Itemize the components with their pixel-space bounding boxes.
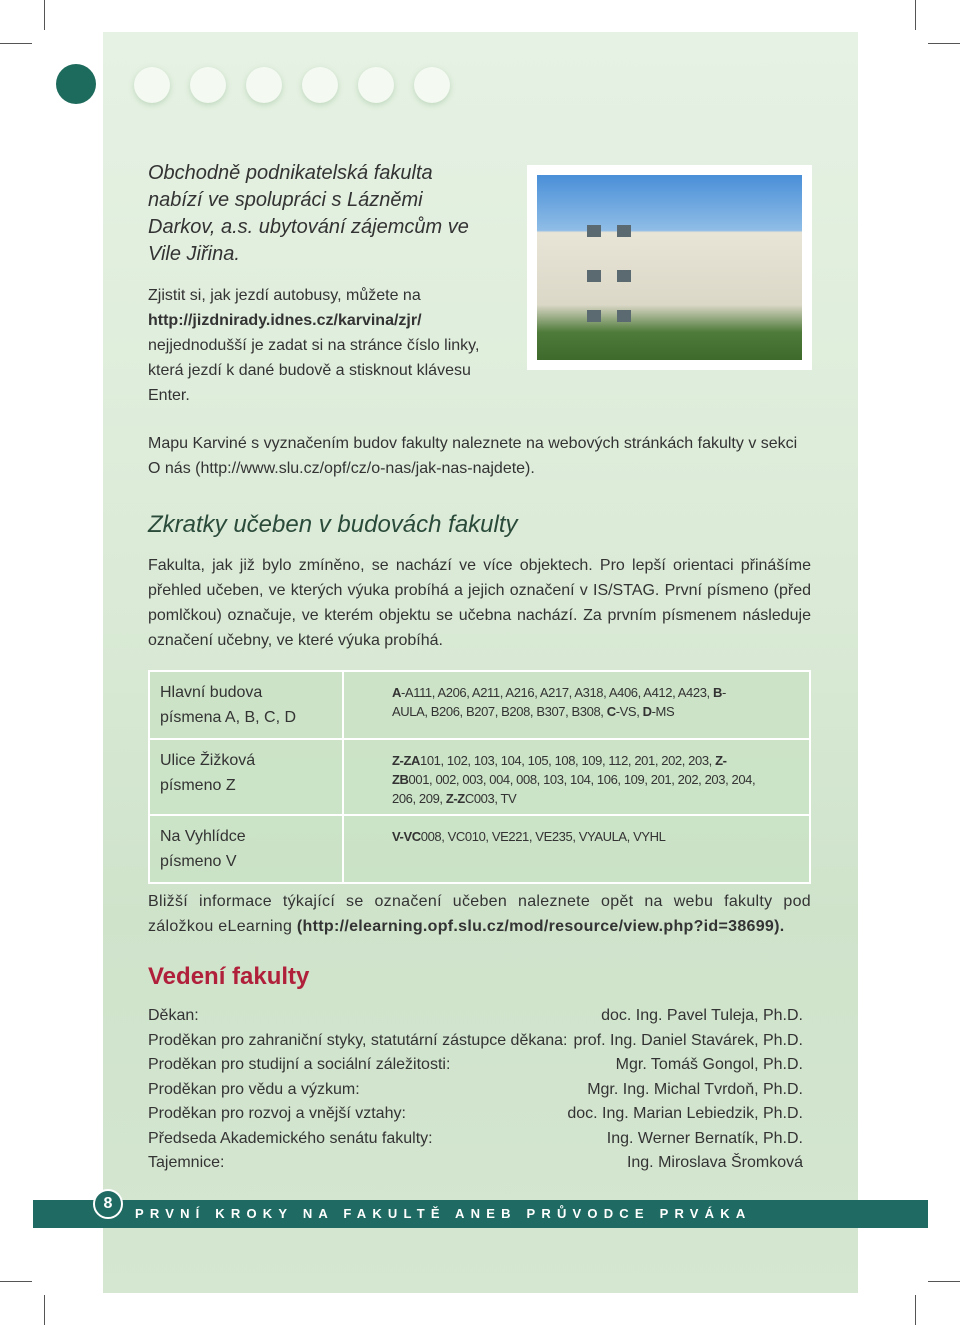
room-list: -A111, A206, A211, A216, A217, A318, A406, A412, A423, bbox=[401, 685, 713, 700]
table-row bbox=[149, 815, 810, 883]
section-title: Zkratky učeben v budovách fakulty bbox=[148, 511, 518, 538]
map-text: Mapu Karviné s vyznačením budov fakulty naleznete na webových stránkách fakulty v sekci O nás (http://www.slu.cz/opf/cz/o-nas/jak-nas-najdete). bbox=[148, 435, 798, 477]
person-name: prof. Ing. Daniel Stavárek, Ph.D. bbox=[573, 1031, 803, 1049]
leadership-row bbox=[148, 1007, 803, 1025]
role: Proděkan pro vědu a výzkum: bbox=[148, 1080, 360, 1098]
leadership-row bbox=[148, 1154, 803, 1172]
decorative-dot bbox=[302, 67, 338, 103]
table-row bbox=[149, 671, 810, 739]
room-prefix: Z-ZA bbox=[392, 753, 420, 768]
role: Děkan: bbox=[148, 1007, 199, 1024]
bus-text-2: nejjednodušší je zadat si na stránce číslo linky, která jezdí k dané budově a stisknout klávesu Enter. bbox=[148, 337, 480, 404]
crop-mark bbox=[928, 43, 960, 44]
room-list: 101, 102, 103, 104, 105, 108, 109, 112, 201, 202, 203, bbox=[420, 753, 716, 768]
section-text: Fakulta, jak již bylo zmíněno, se nachází ve více objektech. Pro lepší orientaci přinášíme přehled učeben, ve kterých výuka probíhá a jejich označení v IS/STAG. První písmeno (před pomlčkou) označuje, ve kterém objektu se učebna nachází. Za prvním písmenem následuje označení učebny, ve které výuka probíhá. bbox=[148, 557, 811, 649]
role: Proděkan pro rozvoj a vnější vztahy: bbox=[148, 1105, 406, 1122]
building-letters: písmeno Z bbox=[160, 777, 236, 794]
decorative-dot bbox=[134, 67, 170, 103]
person-name: Mgr. Ing. Michal Tvrdoň, Ph.D. bbox=[587, 1080, 803, 1098]
leadership-row bbox=[148, 1032, 803, 1050]
building-letters: písmena A, B, C, D bbox=[160, 709, 297, 726]
footer-title: PRVNÍ KROKY NA FAKULTĚ ANEB PRŮVODCE PRVÁKA bbox=[135, 1206, 752, 1221]
room-list: -VS, bbox=[615, 704, 643, 719]
crop-mark bbox=[0, 43, 32, 44]
crop-mark bbox=[0, 1281, 32, 1282]
crop-mark bbox=[44, 1295, 45, 1325]
building-name: Hlavní budova bbox=[160, 684, 263, 701]
role: Proděkan pro zahraniční styky, statutární zástupce děkana: bbox=[148, 1031, 568, 1049]
building-name: Ulice Žižková bbox=[160, 752, 256, 769]
crop-mark bbox=[44, 0, 45, 30]
building-letters: písmeno V bbox=[160, 853, 237, 870]
role: Tajemnice: bbox=[148, 1154, 225, 1171]
leadership-row bbox=[148, 1081, 803, 1099]
room-prefix: V-VC bbox=[392, 829, 421, 844]
crop-mark bbox=[915, 1295, 916, 1325]
role: Předseda Akademického senátu fakulty: bbox=[148, 1129, 433, 1147]
room-prefix: C bbox=[606, 704, 616, 719]
villa-photo bbox=[527, 165, 812, 370]
room-prefix: D bbox=[642, 704, 652, 719]
university-logo bbox=[56, 64, 96, 104]
leadership-title: Vedení fakulty bbox=[148, 963, 310, 990]
decorative-dot bbox=[358, 67, 394, 103]
room-prefix: Z-ZB bbox=[392, 753, 727, 787]
room-list: -MS bbox=[651, 704, 675, 719]
room-list: 008, VC010, VE221, VE235, VYAULA, VYHL bbox=[420, 829, 666, 844]
room-prefix: A bbox=[392, 685, 401, 700]
decorative-dot bbox=[414, 67, 450, 103]
person-name: doc. Ing. Pavel Tuleja, Ph.D. bbox=[601, 1007, 803, 1024]
role: Proděkan pro studijní a sociální záležitosti: bbox=[148, 1056, 451, 1073]
person-name: Mgr. Tomáš Gongol, Ph.D. bbox=[615, 1056, 803, 1073]
crop-mark bbox=[915, 0, 916, 30]
leadership-row bbox=[148, 1105, 803, 1123]
crop-mark bbox=[928, 1281, 960, 1282]
elearning-link[interactable]: (http://elearning.opf.slu.cz/mod/resource/view.php?id=38699). bbox=[296, 918, 785, 935]
room-list: -AULA, B206, B207, B208, B307, B308, bbox=[392, 685, 726, 719]
bus-link[interactable]: http://jizdnirady.idnes.cz/karvina/zjr/ bbox=[148, 312, 422, 329]
more-info-text: Bližší informace týkající se označení učeben naleznete opět na webu fakulty pod záložkou eLearning bbox=[148, 893, 811, 935]
page-number: 8 bbox=[93, 1189, 123, 1219]
building-name: Na Vyhlídce bbox=[160, 828, 246, 845]
leadership-row bbox=[148, 1130, 803, 1148]
room-prefix: Z-Z bbox=[445, 791, 465, 806]
leadership-row bbox=[148, 1056, 803, 1074]
room-list: 001, 002, 003, 004, 008, 103, 104, 106, 109, 201, 202, 203, 204, 206, 209, bbox=[392, 772, 756, 806]
room-list: C003, TV bbox=[464, 791, 517, 806]
person-name: Ing. Werner Bernatík, Ph.D. bbox=[606, 1129, 803, 1147]
bus-text: Zjistit si, jak jezdí autobusy, můžete na bbox=[148, 287, 421, 304]
decorative-dot bbox=[246, 67, 282, 103]
person-name: Ing. Miroslava Šromková bbox=[626, 1154, 803, 1171]
classroom-table bbox=[148, 670, 811, 884]
room-prefix: B bbox=[712, 685, 722, 700]
person-name: doc. Ing. Marian Lebiedzik, Ph.D. bbox=[567, 1105, 803, 1122]
decorative-dot bbox=[190, 67, 226, 103]
table-row bbox=[149, 739, 810, 815]
intro-text: Obchodně podnikatelská fakulta nabízí ve spolupráci s Lázněmi Darkov, a.s. ubytování zájemcům ve Vile Jiřina. bbox=[148, 162, 469, 265]
